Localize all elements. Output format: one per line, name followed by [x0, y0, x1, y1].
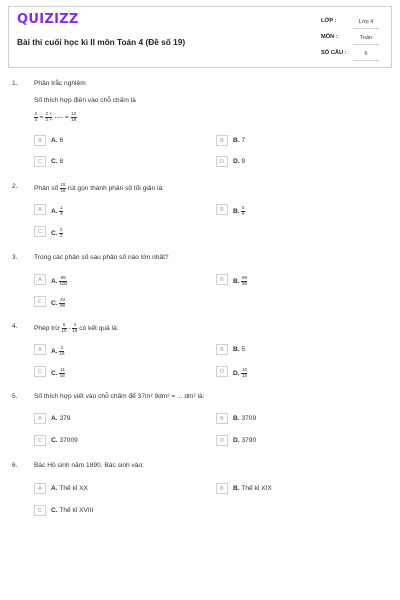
fraction: $\frac{15}{18}$ — [60, 182, 66, 193]
option-label: A. — [51, 277, 58, 285]
option-letter-box: D — [216, 435, 228, 446]
question-text: Trong các phân số sau phân số nào lớn nhất? — [34, 254, 169, 261]
option-letter-box: D — [216, 366, 228, 377]
option-letter-box: B — [216, 344, 228, 355]
fraction: $\frac{99}{98}$ — [241, 275, 247, 286]
option-value: 8 — [59, 158, 64, 165]
question-number: 1. — [12, 80, 18, 87]
option-value: 37009 — [59, 437, 78, 444]
meta-value: Toán — [353, 33, 379, 45]
option-value: 6 — [59, 137, 64, 144]
option-value: Thế kỉ XIX — [241, 485, 272, 492]
option-value: 3790 — [241, 437, 257, 444]
question-text: Phân số $\frac{15}{18}$ rút gọn thành phân số tối giản là: — [34, 182, 164, 193]
option-letter-box: C — [34, 435, 46, 446]
fraction: $\frac{95}{100}$ — [59, 275, 67, 286]
meta-value: Lớp 4 — [353, 17, 379, 29]
option-value: Thế kỉ XVIII — [59, 507, 94, 514]
option-label: B. — [233, 277, 240, 285]
option-label: A. — [51, 347, 58, 355]
option-label: B. — [233, 485, 240, 492]
option-label: C. — [51, 229, 58, 237]
fraction: $\frac{33}{99}$ — [59, 297, 65, 308]
fraction: $\frac{12}{18}$ — [71, 111, 77, 122]
option-letter-box: C — [34, 156, 46, 167]
quizizz-logo: QUIZIZZ — [17, 12, 79, 27]
fraction: $\frac{1}{3}$ — [59, 205, 63, 216]
question-formula: $\frac{2}{3}$ = $\frac{2 \times}{3 \times}$ ---- = $\frac{12}{18}$ — [34, 111, 77, 122]
meta-panel — [321, 15, 383, 63]
option-letter-box: B — [216, 483, 228, 494]
option-letter-box: A — [34, 274, 46, 285]
fraction: $\frac{5}{6}$ — [241, 205, 245, 216]
option-letter-box: A — [34, 413, 46, 424]
fraction: $\frac{10}{15}$ — [241, 367, 247, 378]
meta-label: MÔN : — [321, 34, 338, 40]
option-letter-box: C — [34, 366, 46, 377]
fraction: $\frac{6}{15}$ — [61, 322, 67, 333]
option-label: A. — [51, 415, 58, 422]
worksheet-header — [8, 6, 392, 68]
option-label: C. — [51, 507, 58, 514]
question-subtext: Số thích hợp điền vào chỗ chấm là — [34, 97, 136, 104]
option-label: D. — [233, 437, 240, 444]
meta-row-subject — [321, 31, 383, 47]
option-letter-box: B — [216, 413, 228, 424]
option-letter-box: B — [216, 274, 228, 285]
question-number: 4. — [12, 323, 18, 330]
option-value: 5 — [241, 346, 246, 353]
fraction: $\frac{2}{15}$ — [59, 345, 65, 356]
option-letter-box: B — [216, 135, 228, 146]
fraction: $\frac{2}{3}$ — [59, 227, 63, 238]
meta-row-count — [321, 47, 383, 63]
meta-label: SỐ CÂU : — [321, 50, 347, 56]
question-number: 3. — [12, 254, 18, 261]
option-label: C. — [51, 299, 58, 307]
option-label: A. — [51, 485, 58, 492]
option-label: A. — [51, 207, 58, 215]
option-label: C. — [51, 369, 58, 377]
option-letter-box: A — [34, 204, 46, 215]
option-label: B. — [233, 207, 240, 215]
option-label: B. — [233, 137, 240, 144]
option-letter-box: C — [34, 296, 46, 307]
fraction: $\frac{11}{15}$ — [59, 367, 65, 378]
question-text: Số thích hợp viết vào chỗ chấm để 37m² 9dm² = ... dm² là: — [34, 393, 205, 400]
question-number: 5. — [12, 393, 18, 400]
option-letter-box: D — [216, 156, 228, 167]
question-text: Phép trừ $\frac{6}{15}$ - $\frac{4}{15}$ có kết quả là: — [34, 322, 119, 333]
fraction: $\frac{4}{15}$ — [72, 322, 78, 333]
option-label: C. — [51, 437, 58, 444]
option-label: B. — [233, 346, 240, 353]
option-letter-box: C — [34, 505, 46, 516]
question-text: Phần trắc nghiệm — [34, 80, 86, 87]
question-number: 2. — [12, 183, 18, 190]
option-letter-box: A — [34, 344, 46, 355]
option-value: 3709 — [241, 415, 257, 422]
option-label: C. — [51, 158, 58, 165]
option-label: A. — [51, 137, 58, 144]
option-letter-box: A — [34, 483, 46, 494]
option-value: 9 — [241, 158, 246, 165]
question-text: Bác Hồ sinh năm 1890. Bác sinh vào: — [34, 462, 144, 469]
page-title: Bài thi cuối học kì II môn Toán 4 (Đề số 19) — [17, 37, 186, 47]
option-value: 379 — [59, 415, 71, 422]
meta-label: LỚP : — [321, 18, 337, 24]
option-letter-box: C — [34, 226, 46, 237]
option-label: D. — [233, 369, 240, 377]
option-letter-box: B — [216, 204, 228, 215]
meta-row-class — [321, 15, 383, 31]
option-label: D. — [233, 158, 240, 165]
option-value: Thế kỉ XX — [59, 485, 88, 492]
option-label: B. — [233, 415, 240, 422]
option-letter-box: A — [34, 135, 46, 146]
question-number: 6. — [12, 462, 18, 469]
option-value: 7 — [241, 137, 246, 144]
fraction: $\frac{2 \times}{3 \times}$ — [45, 111, 52, 122]
fraction: $\frac{2}{3}$ — [34, 111, 38, 122]
meta-value: 6 — [353, 49, 379, 61]
